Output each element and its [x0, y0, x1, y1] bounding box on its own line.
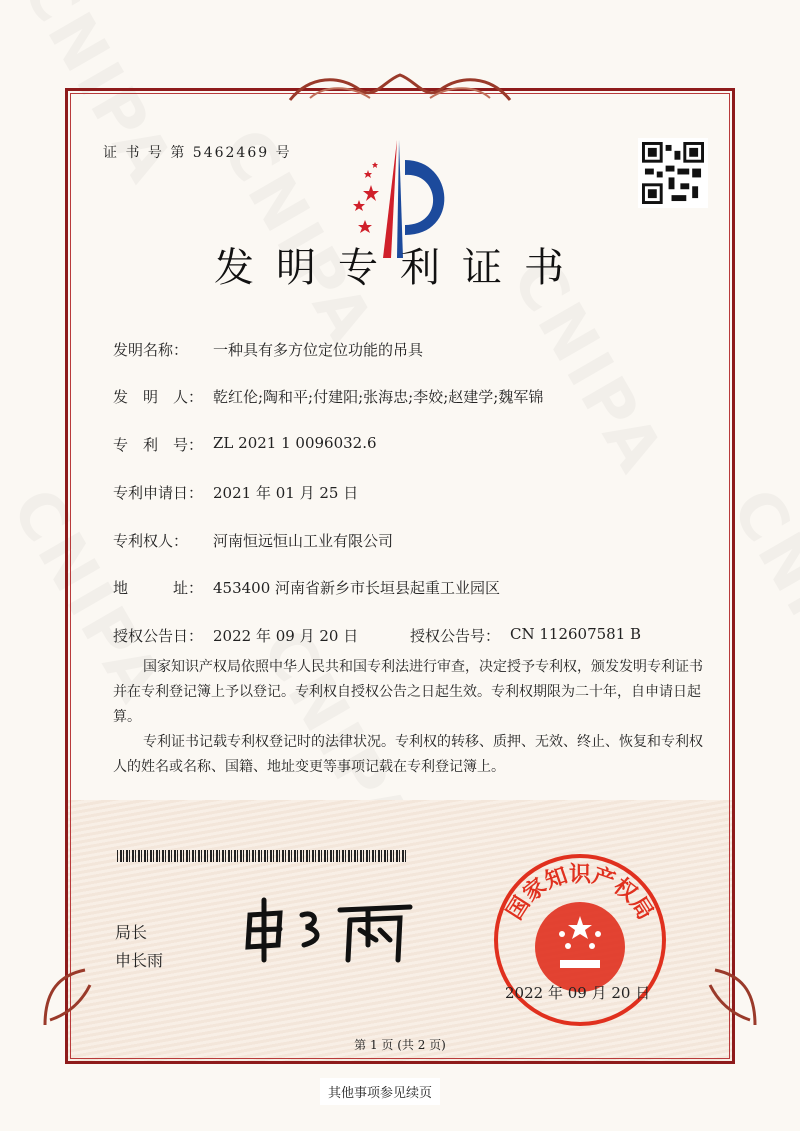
director-signature: [240, 895, 420, 965]
field-patent-number: 专 利 号： ZL 2021 1 0096032.6: [113, 434, 377, 454]
field-inventors: 发 明 人： 乾红伦;陶和平;付建阳;张海忠;李姣;赵建学;魏军锦: [113, 388, 544, 406]
statement-paragraph: 国家知识产权局依照中华人民共和国专利法进行审查，决定授予专利权，颁发发明专利证书并在专利登记簿上予以登记。专利权自授权公告之日起生效。专利权期限为二十年，自申请日起算。: [113, 659, 703, 725]
corner-ornament: [690, 960, 760, 1030]
continued-note: 其他事项参见续页: [320, 1078, 440, 1105]
field-patentee: 专利权人： 河南恒远恒山工业有限公司: [113, 532, 394, 550]
statement-paragraph: 专利证书记载专利权登记时的法律状况。专利权的转移、质押、无效、终止、恢复和专利权人的姓名或名称、国籍、地址变更等事项记载在专利登记簿上。: [113, 734, 703, 775]
field-publication-number: 授权公告号： CN 112607581 B: [410, 625, 642, 645]
seal-date: 2022 年 09 月 20 日: [505, 984, 651, 1002]
field-invention-name: 发明名称： 一种具有多方位定位功能的吊具: [113, 341, 424, 359]
page-indicator: 第 1 页 (共 2 页): [354, 1038, 446, 1052]
field-grant-date: 授权公告日： 2022 年 09 月 20 日: [113, 627, 359, 645]
document-title: 发明专利证书: [214, 245, 586, 291]
director-title: 局长: [115, 923, 148, 942]
director-name: 申长雨: [115, 951, 164, 970]
certificate-number: 证 书 号 第 5462469 号: [103, 145, 292, 161]
field-address: 地 址： 453400 河南省新乡市长垣县起重工业园区: [113, 579, 501, 597]
corner-ornament: [40, 960, 110, 1030]
svg-text:国家知识产权局: 国家知识产权局: [502, 862, 658, 925]
qr-code: [638, 138, 708, 208]
official-seal: [490, 850, 670, 1030]
barcode: [117, 850, 407, 862]
field-application-date: 专利申请日： 2021 年 01 月 25 日: [113, 484, 359, 502]
top-ornament: [280, 70, 520, 106]
